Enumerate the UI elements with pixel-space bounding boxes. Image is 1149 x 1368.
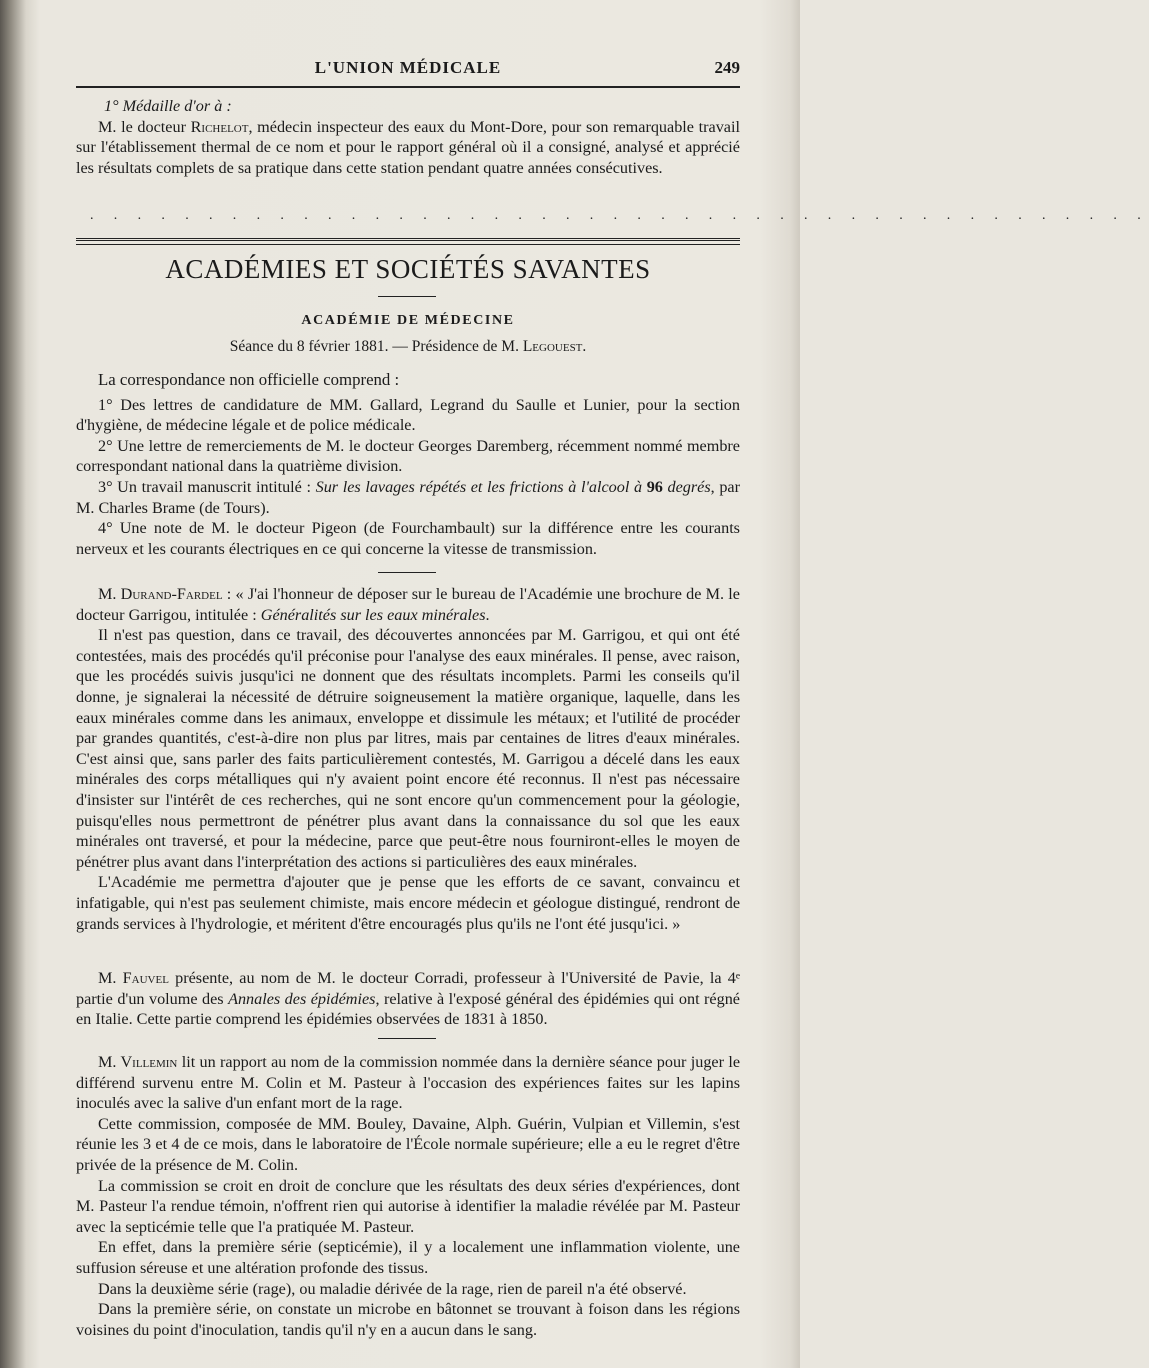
correspondance-block — [76, 370, 740, 559]
journal-title: L'UNION MÉDICALE — [314, 58, 502, 77]
item3-prefix: 3° Un travail manuscrit intitulé : — [98, 477, 316, 496]
durand-p1-text: : « J'ai l'honneur de déposer sur le bureau de l'Académie une brochure de M. le docteur Garrigou, intitulée : — [76, 585, 740, 624]
medal-intro: M. le docteur — [98, 117, 191, 136]
villemin-block — [76, 1052, 740, 1340]
durand-p1-end: . — [485, 605, 490, 624]
villemin-paragraph-2: Cette commission, composée de MM. Bouley, Davaine, Alph. Guérin, Vulpian et Villemin, s'est réunie les 3 et 4 de ce mois, dans le laboratoire de l'École normale supérieure; elle a eu le regret d'être privée de la présence de M. Colin. — [76, 1114, 740, 1174]
president-name: Legouest — [522, 338, 583, 355]
villemin-paragraph-6: Dans la première série, on constate un microbe en bâtonnet se trouvant à foison dans les régions voisines du point d'inoculation, tandis qu'il n'y en a aucun dans le sang. — [76, 1300, 740, 1339]
seance-line — [76, 338, 740, 356]
item3-number: 96 — [642, 477, 668, 496]
fauvel-block — [76, 968, 740, 1030]
item3-title: Sur les lavages répétés et les frictions à l'alcool à — [315, 477, 643, 496]
durand-p1-title: Généralités sur les eaux minérales — [260, 605, 486, 624]
villemin-paragraph-3: La commission se croit en droit de conclure que les résultats des deux séries d'expériences, dont M. Pasteur l'a rendue témoin, n'offrent rien qui autorise à identifier la maladie révélée par M. Pasteur avec la septicémie telle que l'a pratiquée M. Pasteur. — [76, 1176, 740, 1236]
fauvel-paragraph — [76, 968, 740, 1030]
correspondance-item-2: 2° Une lettre de remerciements de M. le docteur Georges Daremberg, récemment nommé membre correspondant national dans la quatrième division. — [76, 436, 740, 476]
fauvel-text: présente, au nom de M. le docteur Corradi, professeur à l'Université de Pavie, la 4ᵉ partie d'un volume des — [76, 969, 740, 1008]
durand-name: M. Durand-Fardel — [98, 585, 223, 603]
durand-fardel-block — [76, 584, 740, 934]
separator-rule-1 — [378, 572, 436, 573]
correspondance-item-4: 4° Une note de M. le docteur Pigeon (de Fourchambault) sur la différence entre les courants nerveux et les courants électriques en ce qui concerne la vitesse de transmission. — [76, 519, 740, 558]
title-short-rule — [378, 296, 436, 297]
medal-block — [76, 96, 740, 178]
page-number: 249 — [714, 58, 740, 77]
medal-text — [76, 117, 740, 179]
correspondance-item-3 — [76, 477, 740, 518]
fauvel-title: Annales des épidémies — [228, 989, 376, 1008]
villemin-paragraph-1 — [76, 1052, 740, 1114]
medal-name: Richelot — [190, 117, 249, 136]
section-double-rule — [76, 238, 740, 245]
villemin-p1-text: lit un rapport au nom de la commission nommée dans la dernière séance pour juger le différend survenu entre M. Colin et M. Pasteur à l'occasion des expériences faites sur les lapins inoculés avec la salive d'un enfant mort de la rage. — [76, 1053, 741, 1113]
item3-author: , par M. Charles Brame (de Tours). — [76, 477, 741, 517]
villemin-paragraph-5: Dans la deuxième série (rage), ou maladie dérivée de la rage, rien de pareil n'a été observé. — [98, 1279, 687, 1298]
fauvel-text-end: , relative à l'exposé général des épidémies qui ont régné en Italie. Cette partie comprend les épidémies observées de 1831 à 1850. — [76, 989, 740, 1029]
correspondance-item-1: 1° Des lettres de candidature de MM. Gallard, Legrand du Saulle et Lunier, pour la section d'hygiène, de médecine légale et de police médicale. — [76, 395, 740, 435]
separator-rule-2 — [378, 1038, 436, 1039]
running-header — [76, 58, 740, 84]
medal-heading: 1° Médaille d'or à : — [104, 97, 232, 115]
section-title: ACADÉMIES ET SOCIÉTÉS SAVANTES — [165, 254, 651, 284]
seance-suffix: . — [582, 338, 587, 355]
correspondance-intro: La correspondance non officielle comprend : — [98, 370, 400, 389]
academy-heading: ACADÉMIE DE MÉDECINE — [301, 313, 515, 328]
seance-prefix: Séance du 8 février 1881. — Présidence de M. — [229, 338, 523, 355]
item3-title-end: degrés — [667, 477, 711, 496]
villemin-paragraph-4: En effet, dans la première série (septicémie), il y a localement une inflammation violente, une suffusion séreuse et une altération profonde des tissus. — [76, 1238, 740, 1277]
villemin-name: M. Villemin — [98, 1053, 178, 1071]
durand-paragraph-3: L'Académie me permettra d'ajouter que je pense que les efforts de ce savant, convaincu et infatigable, qui n'est pas seulement chimiste, mais encore médecin et géologue distingué, rendront de grands services à l'hydrologie, et méritent d'être encouragés plus qu'ils ne l'ont été jusqu'ici. » — [76, 873, 740, 933]
medal-body: , médecin inspecteur des eaux du Mont-Dore, pour son remarquable travail sur l'établissement thermal de ce nom et pour le rapport général où il a consigné, analysé et apprécié les résultats complets de sa pratique dans cette station pendant quatre années consécutives. — [76, 117, 740, 177]
dotted-separator: . . . . . . . . . . . . . . . . . . . . . . . . . . . . . . . . . . . . . . . . . . . . . — [90, 208, 1149, 223]
header-rule — [76, 86, 740, 88]
durand-paragraph-1 — [76, 584, 740, 625]
durand-paragraph-2: Il n'est pas question, dans ce travail, des découvertes annoncées par M. Garrigou, et qui ont été contestées, mais des procédés qu'il préconise pour l'analyse des eaux minérales. Il pense, avec raison, que les procédés suivis jusqu'ici ne donnent que des résultats incomplets. Parmi les conseils qu'il donne, je signalerai la nécessité de détruire soigneusement la matière organique, laquelle, dans les eaux minérales comme dans les animaux, enveloppe et dissimule les métaux; et l'utilité de procéder par grandes quantités, c'est-à-dire non plus par litres, mais par centaines de litres d'eaux minérales. C'est ainsi que, sans parler des faits particulièrement contestés, M. Garrigou a décelé dans les eaux minérales des corps métalliques qui n'y avaient point encore été reconnus. Il n'est pas nécessaire d'insister sur l'intérêt de ces recherches, qui ne sont encore qu'un commencement pour la géologie, puisqu'elles nous permettront de pénétrer plus avant dans la connaissance du sol que les eaux minérales ont traversé, et pour la médecine, parce que peut-être nous fourniront-elles le moyen de pénétrer plus avant dans l'interprétation des actions si particulières des eaux minérales. — [76, 626, 740, 871]
fauvel-name: M. Fauvel — [98, 969, 169, 987]
